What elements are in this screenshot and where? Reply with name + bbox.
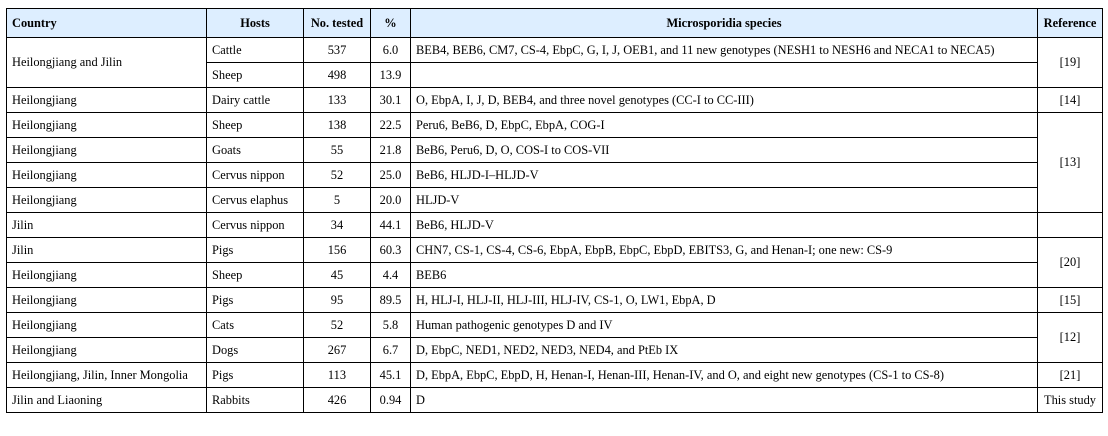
cell-percent: 6.7	[371, 338, 411, 363]
table-row	[7, 163, 1103, 188]
cell-no-tested: 267	[304, 338, 371, 363]
cell-country: Heilongjiang	[7, 313, 207, 338]
cell-no-tested: 5	[304, 188, 371, 213]
microsporidia-species-table	[6, 8, 1103, 413]
cell-hosts: Pigs	[207, 288, 304, 313]
cell-no-tested: 45	[304, 263, 371, 288]
cell-microsporidia-species: CHN7, CS-1, CS-4, CS-6, EbpA, EbpB, EbpC, EbpD, EBITS3, G, and Henan-I; one new: CS-9	[411, 238, 1038, 263]
column-header-no-tested: No. tested	[304, 9, 371, 38]
cell-percent: 4.4	[371, 263, 411, 288]
cell-microsporidia-species	[411, 63, 1038, 88]
cell-reference: [15]	[1038, 288, 1103, 313]
cell-country: Heilongjiang	[7, 188, 207, 213]
cell-percent: 44.1	[371, 213, 411, 238]
cell-country: Jilin	[7, 213, 207, 238]
cell-country: Heilongjiang	[7, 163, 207, 188]
column-header-country: Country	[7, 9, 207, 38]
table-body	[7, 38, 1103, 413]
cell-reference: [13]	[1038, 113, 1103, 213]
cell-reference: [19]	[1038, 38, 1103, 88]
column-header-microsporidia-species: Microsporidia species	[411, 9, 1038, 38]
cell-hosts: Rabbits	[207, 388, 304, 413]
cell-hosts: Sheep	[207, 63, 304, 88]
table-header	[7, 9, 1103, 38]
cell-hosts: Dogs	[207, 338, 304, 363]
table-row	[7, 313, 1103, 338]
cell-country: Heilongjiang and Jilin	[7, 38, 207, 88]
cell-country: Heilongjiang	[7, 88, 207, 113]
table-row	[7, 188, 1103, 213]
cell-microsporidia-species: Human pathogenic genotypes D and IV	[411, 313, 1038, 338]
cell-country: Heilongjiang	[7, 338, 207, 363]
cell-no-tested: 52	[304, 163, 371, 188]
cell-microsporidia-species: D, EbpC, NED1, NED2, NED3, NED4, and PtEb IX	[411, 338, 1038, 363]
cell-microsporidia-species: Peru6, BeB6, D, EbpC, EbpA, COG-I	[411, 113, 1038, 138]
cell-country: Heilongjiang, Jilin, Inner Mongolia	[7, 363, 207, 388]
cell-no-tested: 138	[304, 113, 371, 138]
cell-hosts: Cervus nippon	[207, 163, 304, 188]
cell-reference: [21]	[1038, 363, 1103, 388]
cell-country: Heilongjiang	[7, 138, 207, 163]
cell-country: Jilin and Liaoning	[7, 388, 207, 413]
cell-percent: 20.0	[371, 188, 411, 213]
cell-percent: 0.94	[371, 388, 411, 413]
cell-microsporidia-species: BEB4, BEB6, CM7, CS-4, EbpC, G, I, J, OEB1, and 11 new genotypes (NESH1 to NESH6 and NECA1 to NECA5)	[411, 38, 1038, 63]
cell-country: Heilongjiang	[7, 113, 207, 138]
table-row	[7, 238, 1103, 263]
table-row	[7, 388, 1103, 413]
table-row	[7, 288, 1103, 313]
cell-hosts: Dairy cattle	[207, 88, 304, 113]
table-header-row	[7, 9, 1103, 38]
column-header-percent: %	[371, 9, 411, 38]
cell-no-tested: 95	[304, 288, 371, 313]
cell-no-tested: 52	[304, 313, 371, 338]
cell-percent: 5.8	[371, 313, 411, 338]
cell-hosts: Cattle	[207, 38, 304, 63]
cell-no-tested: 55	[304, 138, 371, 163]
cell-reference: This study	[1038, 388, 1103, 413]
cell-percent: 13.9	[371, 63, 411, 88]
cell-hosts: Pigs	[207, 363, 304, 388]
cell-percent: 60.3	[371, 238, 411, 263]
cell-microsporidia-species: BEB6	[411, 263, 1038, 288]
cell-microsporidia-species: HLJD-V	[411, 188, 1038, 213]
cell-hosts: Sheep	[207, 263, 304, 288]
cell-percent: 25.0	[371, 163, 411, 188]
cell-reference: [20]	[1038, 238, 1103, 288]
cell-no-tested: 133	[304, 88, 371, 113]
table-row	[7, 113, 1103, 138]
table-row	[7, 338, 1103, 363]
cell-hosts: Goats	[207, 138, 304, 163]
cell-percent: 6.0	[371, 38, 411, 63]
cell-percent: 89.5	[371, 288, 411, 313]
cell-percent: 21.8	[371, 138, 411, 163]
cell-reference: [12]	[1038, 313, 1103, 363]
table-row	[7, 38, 1103, 63]
cell-hosts: Sheep	[207, 113, 304, 138]
cell-microsporidia-species: D, EbpA, EbpC, EbpD, H, Henan-I, Henan-III, Henan-IV, and O, and eight new genotypes (CS-1 to CS-8)	[411, 363, 1038, 388]
cell-no-tested: 498	[304, 63, 371, 88]
column-header-hosts: Hosts	[207, 9, 304, 38]
table-row	[7, 263, 1103, 288]
cell-percent: 30.1	[371, 88, 411, 113]
cell-hosts: Cervus nippon	[207, 213, 304, 238]
table-row	[7, 88, 1103, 113]
column-header-reference: Reference	[1038, 9, 1103, 38]
cell-hosts: Cervus elaphus	[207, 188, 304, 213]
cell-microsporidia-species: BeB6, HLJD-I–HLJD-V	[411, 163, 1038, 188]
table-row	[7, 363, 1103, 388]
cell-no-tested: 34	[304, 213, 371, 238]
cell-hosts: Pigs	[207, 238, 304, 263]
cell-percent: 45.1	[371, 363, 411, 388]
cell-microsporidia-species: H, HLJ-I, HLJ-II, HLJ-III, HLJ-IV, CS-1, O, LW1, EbpA, D	[411, 288, 1038, 313]
cell-no-tested: 537	[304, 38, 371, 63]
cell-microsporidia-species: BeB6, HLJD-V	[411, 213, 1038, 238]
cell-no-tested: 156	[304, 238, 371, 263]
cell-no-tested: 426	[304, 388, 371, 413]
cell-country: Heilongjiang	[7, 288, 207, 313]
cell-percent: 22.5	[371, 113, 411, 138]
table-row	[7, 138, 1103, 163]
cell-no-tested: 113	[304, 363, 371, 388]
cell-microsporidia-species: D	[411, 388, 1038, 413]
cell-country: Jilin	[7, 238, 207, 263]
table-row	[7, 213, 1103, 238]
cell-reference: [14]	[1038, 88, 1103, 113]
cell-hosts: Cats	[207, 313, 304, 338]
cell-microsporidia-species: BeB6, Peru6, D, O, COS-I to COS-VII	[411, 138, 1038, 163]
cell-country: Heilongjiang	[7, 263, 207, 288]
cell-microsporidia-species: O, EbpA, I, J, D, BEB4, and three novel genotypes (CC-I to CC-III)	[411, 88, 1038, 113]
